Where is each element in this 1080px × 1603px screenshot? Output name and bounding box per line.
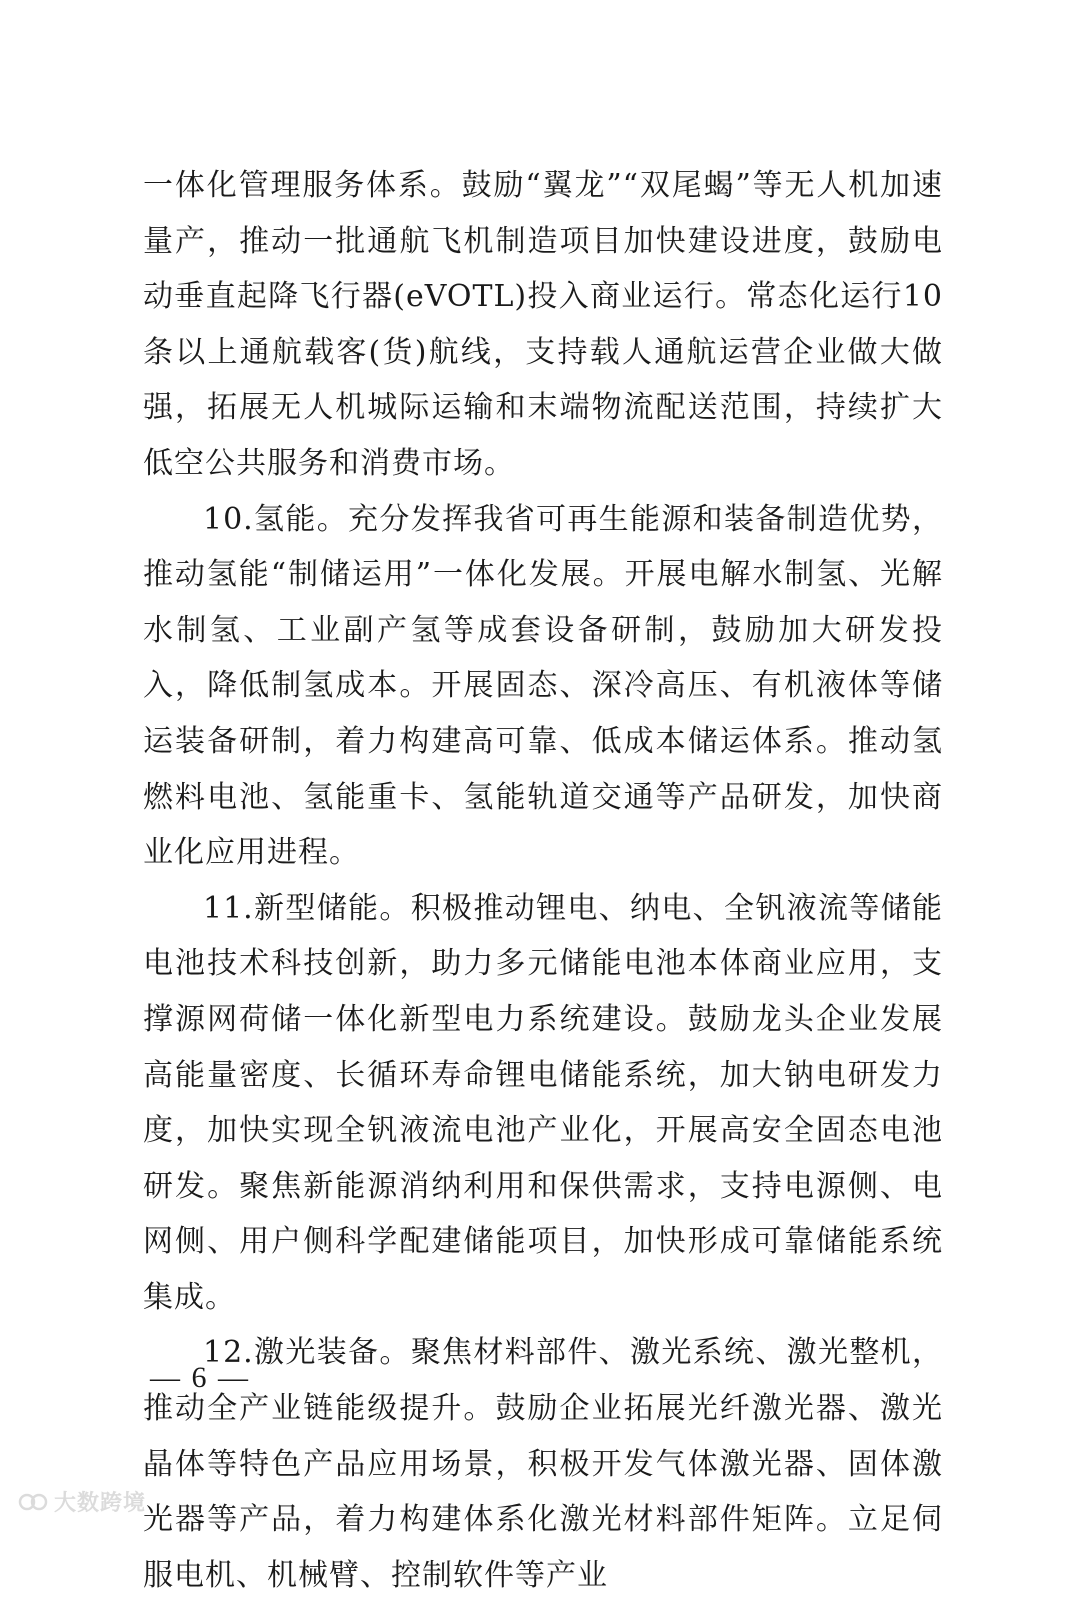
watermark-text: 大数跨境 <box>54 1491 147 1516</box>
watermark <box>18 1486 146 1517</box>
paragraph-continuation: 一体化管理服务体系。鼓励“翼龙”“双尾蝎”等无人机加速量产，推动一批通航飞机制造项目加快建设进度，鼓励电动垂直起降飞行器(eVOTL)投入商业运行。常态化运行10条以上通航载客(货)航线，支持载人通航运营企业做大做强，拓展无人机城际运输和末端物流配送范围，持续扩大低空公共服务和消费市场。 <box>143 168 943 481</box>
document-body <box>143 158 943 1603</box>
paragraph-hydrogen: 10.氢能。充分发挥我省可再生能源和装备制造优势，推动氢能“制储运用”一体化发展。开展电解水制氢、光解水制氢、工业副产氢等成套设备研制，鼓励加大研发投入，降低制氢成本。开展固态、深冷高压、有机液体等储运装备研制，着力构建高可靠、低成本储运体系。推动氢燃料电池、氢能重卡、氢能轨道交通等产品研发，加快商业化应用进程。 <box>143 501 943 871</box>
watermark-logo-icon <box>18 1491 48 1513</box>
page-number: — 6 — <box>150 1361 250 1394</box>
paragraph-energy-storage: 11.新型储能。积极推动锂电、纳电、全钒液流等储能电池技术科技创新，助力多元储能电池本体商业应用，支撑源网荷储一体化新型电力系统建设。鼓励龙头企业发展高能量密度、长循环寿命锂电储能系统，加大钠电研发力度，加快实现全钒液流电池产业化，开展高安全固态电池研发。聚焦新能源消纳利用和保供需求，支持电源侧、电网侧、用户侧科学配建储能项目，加快形成可靠储能系统集成。 <box>143 890 943 1315</box>
paragraph-laser-equipment: 12.激光装备。聚焦材料部件、激光系统、激光整机，推动全产业链能级提升。鼓励企业拓展光纤激光器、激光晶体等特色产品应用场景，积极开发气体激光器、固体激光器等产品，着力构建体系化激光材料部件矩阵。立足伺服电机、机械臂、控制软件等产业 <box>143 1335 943 1593</box>
